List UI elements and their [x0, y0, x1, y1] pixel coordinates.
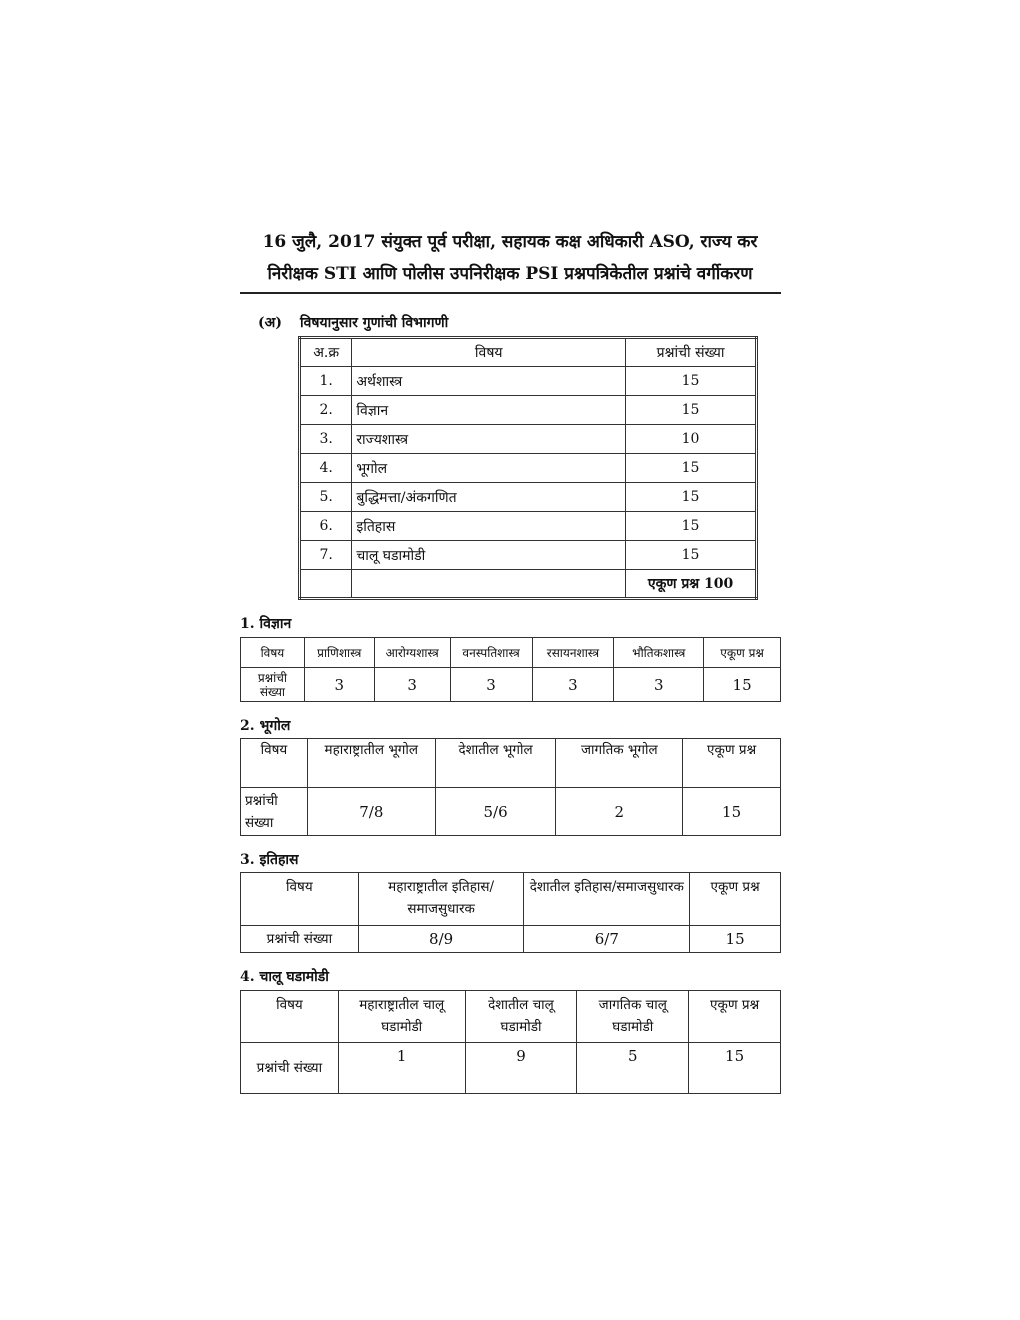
- total-row: [300, 570, 757, 599]
- geography-table: [240, 738, 781, 836]
- question-count: 15: [626, 541, 757, 570]
- title-divider: [240, 292, 781, 294]
- current-affairs-table: [240, 990, 781, 1094]
- column-header: देशातील भूगोल: [435, 739, 556, 788]
- table-row: [300, 512, 757, 541]
- subject-name: राज्यशास्त्र: [352, 425, 626, 454]
- row-number: 7.: [300, 541, 352, 570]
- row-number: 2.: [300, 396, 352, 425]
- subject-name: बुद्धिमत्ता/अंकगणित: [352, 483, 626, 512]
- question-count: 15: [704, 668, 781, 702]
- science-table: [240, 637, 781, 702]
- question-count: 1: [338, 1043, 465, 1094]
- table-header-row: [241, 638, 781, 668]
- section-a-marker: (अ): [258, 315, 282, 331]
- question-count: 3: [532, 668, 614, 702]
- question-count: 15: [626, 396, 757, 425]
- table-header-row: [241, 739, 781, 788]
- column-header: जागतिक भूगोल: [556, 739, 683, 788]
- table-row: [300, 425, 757, 454]
- row-number: 6.: [300, 512, 352, 541]
- question-count: 15: [626, 483, 757, 512]
- question-count: 5/6: [435, 788, 556, 836]
- column-header: एकूण प्रश्न: [683, 739, 781, 788]
- subject-name: चालू घडामोडी: [352, 541, 626, 570]
- column-header: विषय: [241, 638, 305, 668]
- column-header: विषय: [241, 739, 308, 788]
- row-number: 4.: [300, 454, 352, 483]
- question-count: 3: [450, 668, 532, 702]
- column-header: प्राणिशास्त्र: [304, 638, 374, 668]
- table-header-row: [241, 991, 781, 1043]
- table-row: [300, 541, 757, 570]
- question-count: 6/7: [524, 926, 690, 953]
- column-header: महाराष्ट्रातील चालू घडामोडी: [338, 991, 465, 1043]
- table-row: [300, 396, 757, 425]
- total-questions: एकूण प्रश्न 100: [626, 570, 757, 599]
- page-title-line-1: 16 जुलै, 2017 संयुक्त पूर्व परीक्षा, सहायक कक्ष अधिकारी ASO, राज्य कर: [262, 232, 758, 252]
- history-table: [240, 872, 781, 953]
- current-affairs-section-title: 4. चालू घडामोडी: [240, 969, 329, 985]
- question-count: 2: [556, 788, 683, 836]
- question-count: 15: [626, 512, 757, 541]
- table-header-row: [241, 873, 781, 926]
- column-header: आरोग्यशास्त्र: [374, 638, 450, 668]
- empty-cell: [300, 570, 352, 599]
- column-header: जागतिक चालू घडामोडी: [577, 991, 689, 1043]
- column-header: अ.क्र: [300, 338, 352, 367]
- table-row: [300, 367, 757, 396]
- question-count: 10: [626, 425, 757, 454]
- row-number: 3.: [300, 425, 352, 454]
- table-row: [300, 483, 757, 512]
- column-header: एकूण प्रश्न: [704, 638, 781, 668]
- table-row: [241, 668, 781, 702]
- column-header: रसायनशास्त्र: [532, 638, 614, 668]
- question-count: 3: [374, 668, 450, 702]
- row-label: प्रश्नांची संख्या: [241, 926, 359, 953]
- row-label: प्रश्नांची संख्या: [241, 788, 308, 836]
- geography-section-title: 2. भूगोल: [240, 718, 291, 734]
- column-header: एकूण प्रश्न: [689, 991, 781, 1043]
- row-number: 1.: [300, 367, 352, 396]
- science-section-title: 1. विज्ञान: [240, 616, 292, 632]
- table-row: [300, 454, 757, 483]
- question-count: 3: [304, 668, 374, 702]
- table-row: [241, 926, 781, 953]
- section-a-title: विषयानुसार गुणांची विभागणी: [300, 315, 449, 331]
- column-header: वनस्पतिशास्त्र: [450, 638, 532, 668]
- question-count: 15: [689, 1043, 781, 1094]
- subject-name: अर्थशास्त्र: [352, 367, 626, 396]
- column-header: विषय: [241, 873, 359, 926]
- table-row: [241, 788, 781, 836]
- question-count: 5: [577, 1043, 689, 1094]
- row-number: 5.: [300, 483, 352, 512]
- question-count: 15: [626, 367, 757, 396]
- subject-name: विज्ञान: [352, 396, 626, 425]
- page-title-line-2: निरीक्षक STI आणि पोलीस उपनिरीक्षक PSI प्रश्नपत्रिकेतील प्रश्नांचे वर्गीकरण: [267, 264, 753, 284]
- question-count: 3: [614, 668, 704, 702]
- column-header: प्रश्नांची संख्या: [626, 338, 757, 367]
- subject-name: इतिहास: [352, 512, 626, 541]
- column-header: महाराष्ट्रातील इतिहास/समाजसुधारक: [358, 873, 524, 926]
- table-row: [241, 1043, 781, 1094]
- column-header: देशातील इतिहास/समाजसुधारक: [524, 873, 690, 926]
- subject-summary-table: [298, 336, 758, 600]
- column-header: महाराष्ट्रातील भूगोल: [307, 739, 435, 788]
- column-header: देशातील चालू घडामोडी: [465, 991, 577, 1043]
- question-count: 15: [683, 788, 781, 836]
- question-count: 15: [626, 454, 757, 483]
- table-header-row: [300, 338, 757, 367]
- column-header: विषय: [241, 991, 339, 1043]
- column-header: भौतिकशास्त्र: [614, 638, 704, 668]
- row-label: प्रश्नांची संख्या: [241, 1043, 339, 1094]
- column-header: विषय: [352, 338, 626, 367]
- question-count: 9: [465, 1043, 577, 1094]
- question-count: 15: [690, 926, 781, 953]
- question-count: 7/8: [307, 788, 435, 836]
- row-label: प्रश्नांची संख्या: [241, 668, 305, 702]
- question-count: 8/9: [358, 926, 524, 953]
- column-header: एकूण प्रश्न: [690, 873, 781, 926]
- empty-cell: [352, 570, 626, 599]
- subject-name: भूगोल: [352, 454, 626, 483]
- history-section-title: 3. इतिहास: [240, 852, 299, 868]
